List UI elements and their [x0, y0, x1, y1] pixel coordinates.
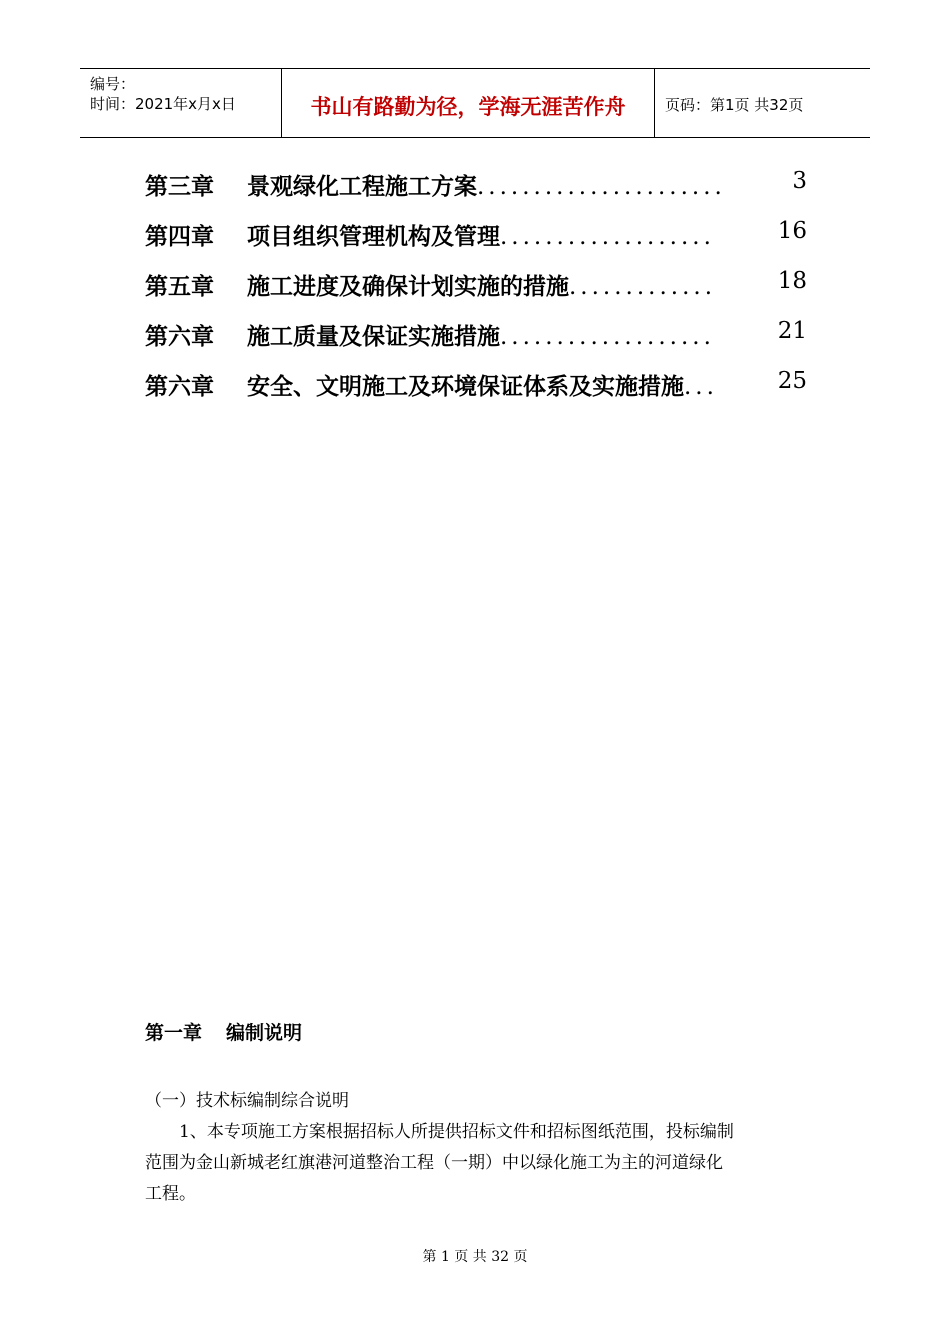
toc-page-number: 3 — [792, 168, 807, 194]
body-paragraph — [145, 1117, 810, 1210]
page-header — [80, 68, 870, 138]
toc-chapter: 第六章 — [145, 323, 214, 350]
toc-page-number: 16 — [777, 218, 807, 244]
header-page-cell — [655, 69, 870, 137]
toc-entry[interactable] — [145, 168, 807, 218]
toc-chapter: 第六章 — [145, 373, 214, 400]
toc-title: 项目组织管理机构及管理 — [247, 223, 500, 250]
toc-page-number: 21 — [777, 318, 807, 344]
toc-dot-leader: ................... — [500, 224, 715, 250]
document-number-label: 编号： — [90, 75, 136, 93]
toc-chapter: 第五章 — [145, 273, 214, 300]
toc-title: 施工质量及保证实施措施 — [247, 323, 500, 350]
toc-dot-leader: ............. — [569, 274, 717, 300]
page-footer: 第 1 页 共 32 页 — [422, 1249, 528, 1265]
document-time-label: 时间：2021年x月x日 — [90, 95, 236, 113]
paragraph-line: 范围为金山新城老红旗港河道整治工程（一期）中以绿化施工为主的河道绿化 — [145, 1153, 723, 1173]
toc-chapter: 第三章 — [145, 173, 214, 200]
toc-entry[interactable] — [145, 218, 807, 268]
toc-dot-leader: ...................... — [477, 174, 726, 200]
toc-title: 安全、文明施工及环境保证体系及实施措施 — [247, 373, 684, 400]
table-of-contents — [145, 168, 807, 418]
toc-title: 景观绿化工程施工方案 — [247, 173, 477, 200]
toc-chapter: 第四章 — [145, 223, 214, 250]
paragraph-line: 工程。 — [145, 1184, 196, 1204]
toc-dot-leader: ................... — [500, 324, 715, 350]
toc-entry[interactable] — [145, 368, 807, 418]
toc-entry[interactable] — [145, 318, 807, 368]
chapter-title: 编制说明 — [226, 1022, 303, 1044]
section-title: （一）技术标编制综合说明 — [145, 1091, 349, 1111]
chapter-heading — [145, 1018, 302, 1045]
toc-entry[interactable] — [145, 268, 807, 318]
header-meta-cell — [80, 69, 282, 137]
chapter-number: 第一章 — [145, 1022, 203, 1044]
header-motto-cell — [282, 69, 655, 137]
toc-page-number: 18 — [777, 268, 807, 294]
header-page-info: 页码：第1页 共32页 — [665, 96, 804, 114]
header-motto: 书山有路勤为径，学海无涯苦作舟 — [310, 94, 626, 119]
paragraph-line: 1、本专项施工方案根据招标人所提供招标文件和招标图纸范围，投标编制 — [179, 1122, 734, 1142]
toc-title: 施工进度及确保计划实施的措施 — [247, 273, 569, 300]
toc-page-number: 25 — [777, 368, 807, 394]
toc-dot-leader: ... — [684, 374, 718, 400]
